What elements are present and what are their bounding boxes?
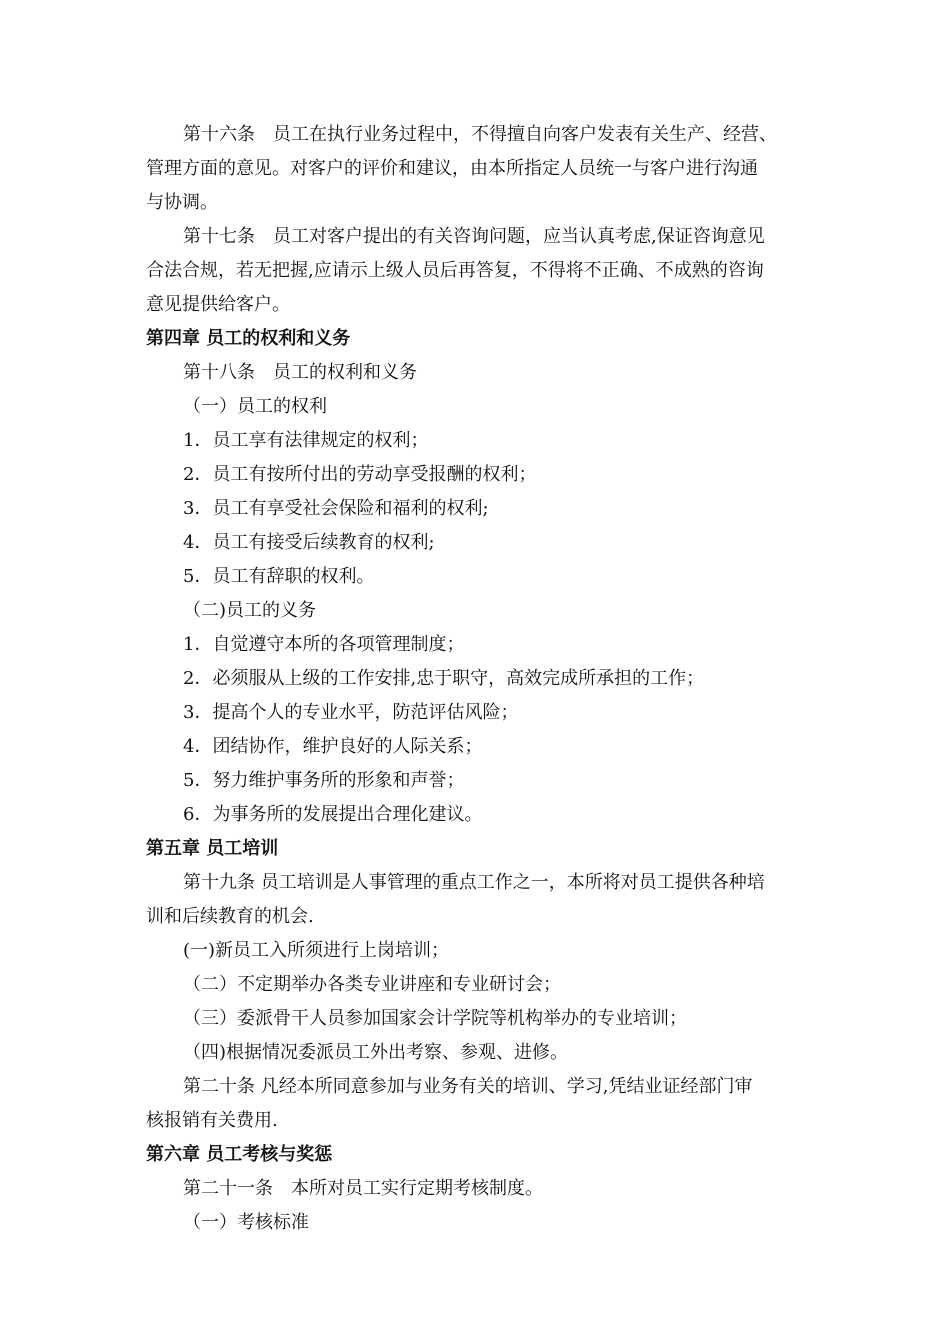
- rights-item-3: 3．员工有享受社会保险和福利的权利;: [183, 498, 489, 519]
- rights-item-4: 4．员工有接受后续教育的权利;: [183, 532, 435, 553]
- duties-item-3: 3．提高个人的专业水平，防范评估风险；: [183, 702, 519, 723]
- article-16-line-2: 管理方面的意见。对客户的评价和建议，由本所指定人员统一与客户进行沟通: [146, 158, 758, 179]
- article-16-line-3: 与协调。: [146, 192, 218, 213]
- training-item-4: （四)根据情况委派员工外出考察、参观、进修。: [183, 1042, 569, 1063]
- rights-item-5: 5．员工有辞职的权利。: [183, 566, 375, 587]
- duties-item-1: 1．自觉遵守本所的各项管理制度；: [183, 634, 465, 655]
- article-21-line-1: 第二十一条 本所对员工实行定期考核制度。: [183, 1178, 543, 1199]
- duties-item-5: 5．努力维护事务所的形象和声誉；: [183, 770, 465, 791]
- article-20-line-2: 核报销有关费用.: [146, 1110, 278, 1131]
- article-17-line-2: 合法合规，若无把握,应请示上级人员后再答复，不得将不正确、不成熟的咨询: [146, 260, 764, 281]
- chapter-5-heading: 第五章 员工培训: [146, 838, 279, 859]
- duties-subheading: （二)员工的义务: [183, 600, 317, 621]
- training-item-3: （三）委派骨干人员参加国家会计学院等机构举办的专业培训；: [183, 1008, 687, 1029]
- rights-item-2: 2．员工有按所付出的劳动享受报酬的权利；: [183, 464, 537, 485]
- article-20-line-1: 第二十条 凡经本所同意参加与业务有关的培训、学习,凭结业证经部门审: [183, 1076, 753, 1097]
- article-19-line-2: 训和后续教育的机会.: [146, 906, 314, 927]
- duties-item-4: 4．团结协作，维护良好的人际关系；: [183, 736, 483, 757]
- article-17-line-1: 第十七条 员工对客户提出的有关咨询问题，应当认真考虑,保证咨询意见: [183, 226, 765, 247]
- duties-item-2: 2．必须服从上级的工作安排,忠于职守，高效完成所承担的工作；: [183, 668, 705, 689]
- chapter-6-heading: 第六章 员工考核与奖惩: [146, 1144, 333, 1165]
- document-body: [146, 118, 836, 1240]
- rights-item-1: 1．员工享有法律规定的权利；: [183, 430, 429, 451]
- article-17-line-3: 意见提供给客户。: [146, 294, 290, 315]
- article-18-title: 第十八条 员工的权利和义务: [183, 362, 417, 383]
- training-item-1: (一)新员工入所须进行上岗培训；: [183, 940, 450, 961]
- rights-subheading: （一）员工的权利: [183, 396, 327, 417]
- article-19-line-1: 第十九条 员工培训是人事管理的重点工作之一，本所将对员工提供各种培: [183, 872, 765, 893]
- assessment-subheading: （一）考核标准: [183, 1212, 309, 1233]
- article-16-line-1: 第十六条 员工在执行业务过程中，不得擅自向客户发表有关生产、经营、: [183, 124, 777, 145]
- chapter-4-heading: 第四章 员工的权利和义务: [146, 328, 351, 349]
- duties-item-6: 6．为事务所的发展提出合理化建议。: [183, 804, 483, 825]
- training-item-2: （二）不定期举办各类专业讲座和专业研讨会；: [183, 974, 561, 995]
